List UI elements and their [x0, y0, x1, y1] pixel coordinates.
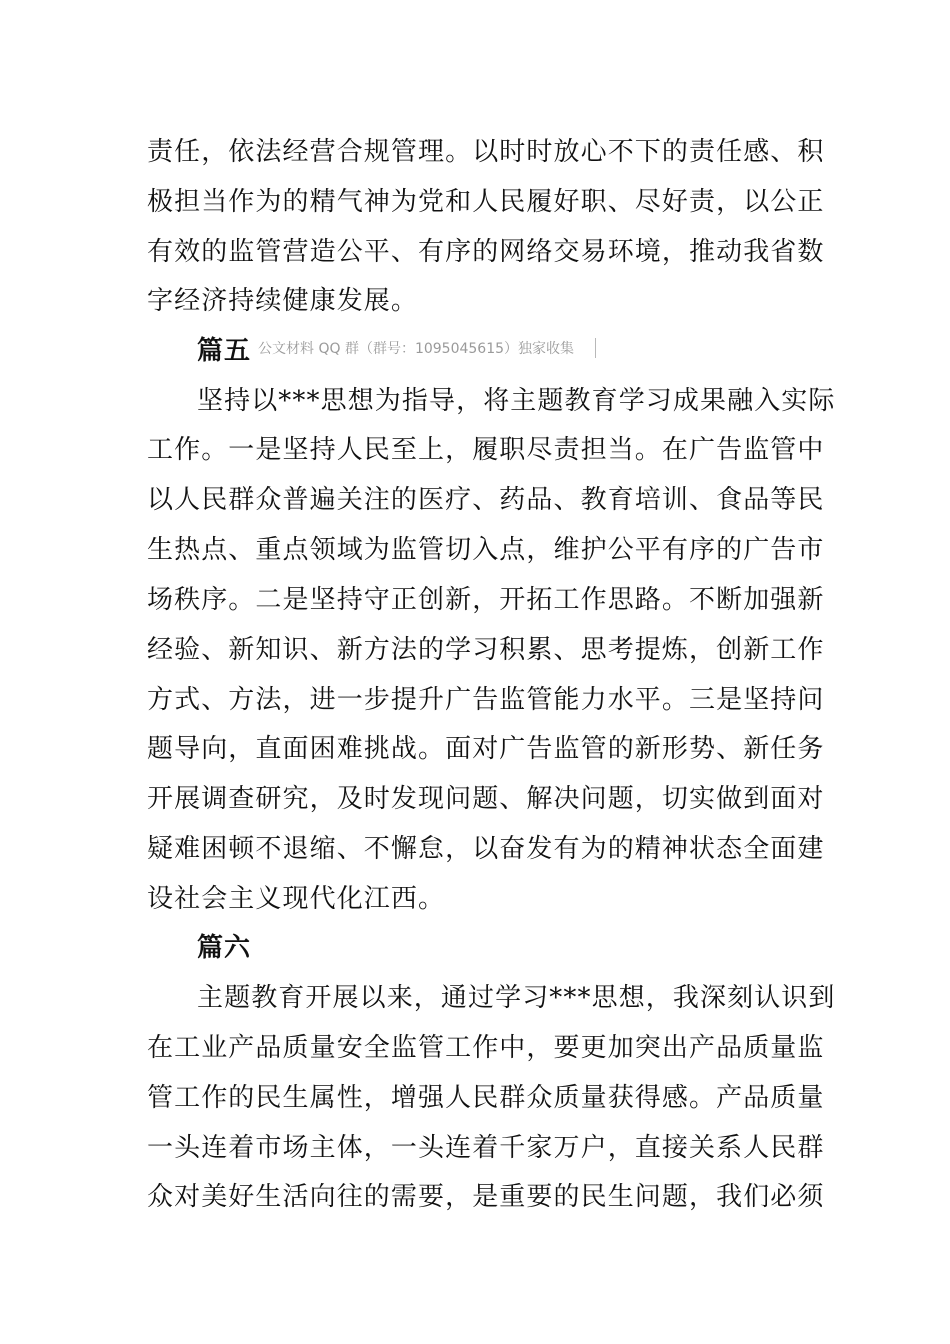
paragraph-line: 管工作的民生属性，增强人民群众质量获得感。产品质量 [147, 1083, 825, 1113]
paragraph-line: 极担当作为的精气神为党和人民履好职、尽好责，以公正 [147, 187, 825, 217]
paragraph-line: 开展调查研究，及时发现问题、解决问题，切实做到面对 [147, 784, 825, 814]
source-note: 公文材料 QQ 群（群号：1095045615）独家收集 [258, 341, 575, 357]
paragraph-line: 在工业产品质量安全监管工作中，要更加突出产品质量监 [147, 1033, 825, 1063]
section-heading-5: 篇五 [197, 336, 252, 366]
text-cursor [595, 338, 596, 358]
paragraph-line: 以人民群众普遍关注的医疗、药品、教育培训、食品等民 [147, 485, 825, 515]
paragraph-line: 字经济持续健康发展。 [147, 286, 419, 316]
paragraph-line: 疑难困顿不退缩、不懈怠，以奋发有为的精神状态全面建 [147, 834, 825, 864]
paragraph-line: 一头连着市场主体，一头连着千家万户，直接关系人民群 [147, 1133, 825, 1163]
paragraph-line: 生热点、重点领域为监管切入点，维护公平有序的广告市 [147, 535, 825, 565]
paragraph-line: 责任，依法经营合规管理。以时时放心不下的责任感、积 [147, 137, 825, 167]
paragraph-line: 方式、方法，进一步提升广告监管能力水平。三是坚持问 [147, 685, 825, 715]
paragraph-line: 题导向，直面困难挑战。面对广告监管的新形势、新任务 [147, 734, 825, 764]
section-heading-6: 篇六 [197, 933, 252, 963]
paragraph-line: 主题教育开展以来，通过学习***思想，我深刻认识到 [197, 983, 836, 1013]
paragraph-line: 坚持以***思想为指导，将主题教育学习成果融入实际 [197, 386, 836, 416]
paragraph-line: 众对美好生活向往的需要，是重要的民生问题，我们必须 [147, 1182, 825, 1212]
paragraph-line: 经验、新知识、新方法的学习积累、思考提炼，创新工作 [147, 635, 825, 665]
paragraph-line: 工作。一是坚持人民至上，履职尽责担当。在广告监管中 [147, 435, 825, 465]
paragraph-line: 场秩序。二是坚持守正创新，开拓工作思路。不断加强新 [147, 585, 825, 615]
paragraph-line: 有效的监管营造公平、有序的网络交易环境，推动我省数 [147, 237, 825, 267]
paragraph-line: 设社会主义现代化江西。 [147, 884, 446, 914]
